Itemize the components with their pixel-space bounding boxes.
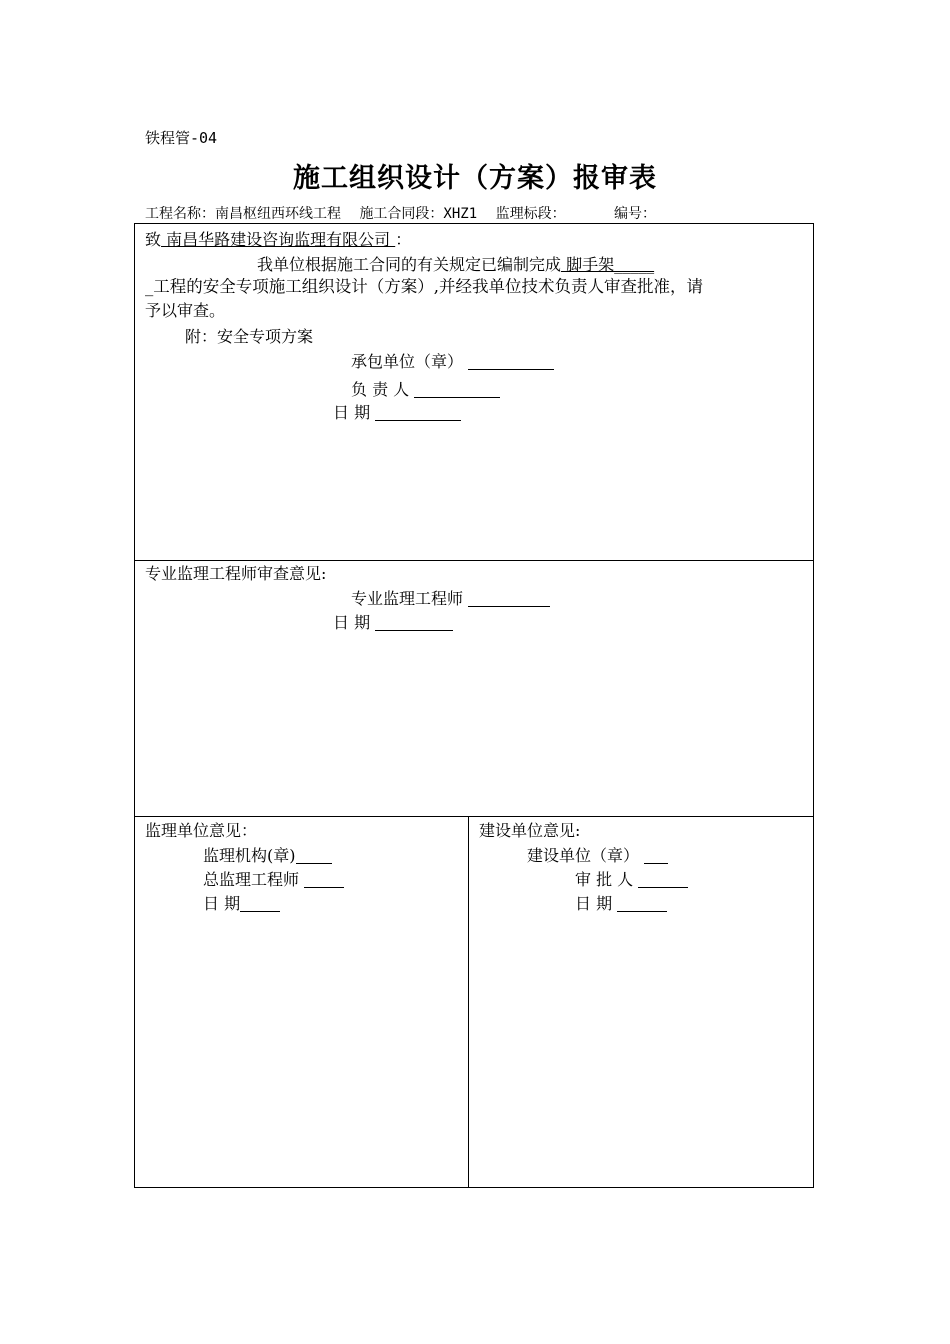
section2-date-row (333, 613, 453, 633)
divider-line (468, 817, 469, 1187)
section4-date-row (575, 894, 667, 914)
owner-unit-row (527, 846, 668, 866)
date-blank[interactable] (240, 895, 280, 912)
date-label: 日 期 (333, 403, 371, 422)
responsible-person-blank[interactable] (414, 381, 500, 398)
contract-section: 施工合同段：XHZ1 (359, 206, 478, 222)
chief-engineer-blank[interactable] (304, 871, 344, 888)
header-meta-row (145, 203, 666, 223)
supervision-opinion-heading: 监理单位意见： (145, 821, 258, 840)
date-label: 日 期 (333, 613, 371, 632)
approver-blank[interactable] (638, 871, 688, 888)
addressee-suffix: ： (395, 230, 412, 249)
review-form-table (134, 223, 814, 1188)
approver-row (575, 870, 688, 890)
section1-date-row (333, 403, 461, 423)
supervision-org-blank[interactable] (296, 847, 332, 864)
owner-unit-label: 建设单位（章） (527, 846, 640, 865)
section3-date-row (203, 894, 280, 914)
supervision-org-row (203, 846, 332, 866)
date-label: 日 期 (203, 894, 241, 913)
document-number: 编号： (614, 206, 657, 222)
approver-label: 审 批 人 (575, 870, 634, 889)
engineer-signature-row (351, 589, 550, 609)
work-item-name: 脚手架_____ (561, 255, 655, 274)
statement-line-2: _工程的安全专项施工组织设计（方案）,并经我单位技术负责人审查批准，请 (145, 277, 703, 296)
owner-opinion-heading: 建设单位意见: (479, 821, 581, 840)
divider-line (135, 560, 813, 561)
date-blank[interactable] (375, 614, 453, 631)
engineer-signature-blank[interactable] (468, 590, 550, 607)
contractor-signature-blank[interactable] (468, 353, 554, 370)
statement-line-3: 予以审查。 (145, 301, 226, 320)
statement-text: 我单位根据施工合同的有关规定已编制完成 (257, 255, 562, 274)
addressee-line (145, 230, 411, 250)
chief-engineer-label: 总监理工程师 (203, 870, 300, 889)
responsible-person-row (351, 380, 500, 400)
document-code: 铁程管-04 (145, 129, 218, 147)
supervision-section: 监理标段： (495, 206, 566, 222)
date-label: 日 期 (575, 894, 613, 913)
project-name: 工程名称：南昌枢纽西环线工程 (145, 206, 341, 222)
date-blank[interactable] (375, 404, 461, 421)
chief-engineer-row (203, 870, 344, 890)
owner-unit-blank[interactable] (644, 847, 668, 864)
statement-line-1 (257, 255, 654, 275)
contractor-label: 承包单位（章） (351, 352, 464, 371)
engineer-review-heading: 专业监理工程师审查意见: (145, 564, 327, 583)
engineer-label: 专业监理工程师 (351, 589, 464, 608)
responsible-person-label: 负 责 人 (351, 380, 410, 399)
document-title: 施工组织设计（方案）报审表 (293, 163, 657, 194)
addressee-company: 南昌华路建设咨询监理有限公司 (161, 230, 396, 249)
date-blank[interactable] (617, 895, 667, 912)
divider-line (135, 816, 813, 817)
addressee-prefix: 致 (145, 230, 162, 249)
supervision-org-label: 监理机构(章) (203, 846, 296, 865)
contractor-signature-row (351, 352, 554, 372)
attachment-line: 附：安全专项方案 (185, 327, 314, 346)
